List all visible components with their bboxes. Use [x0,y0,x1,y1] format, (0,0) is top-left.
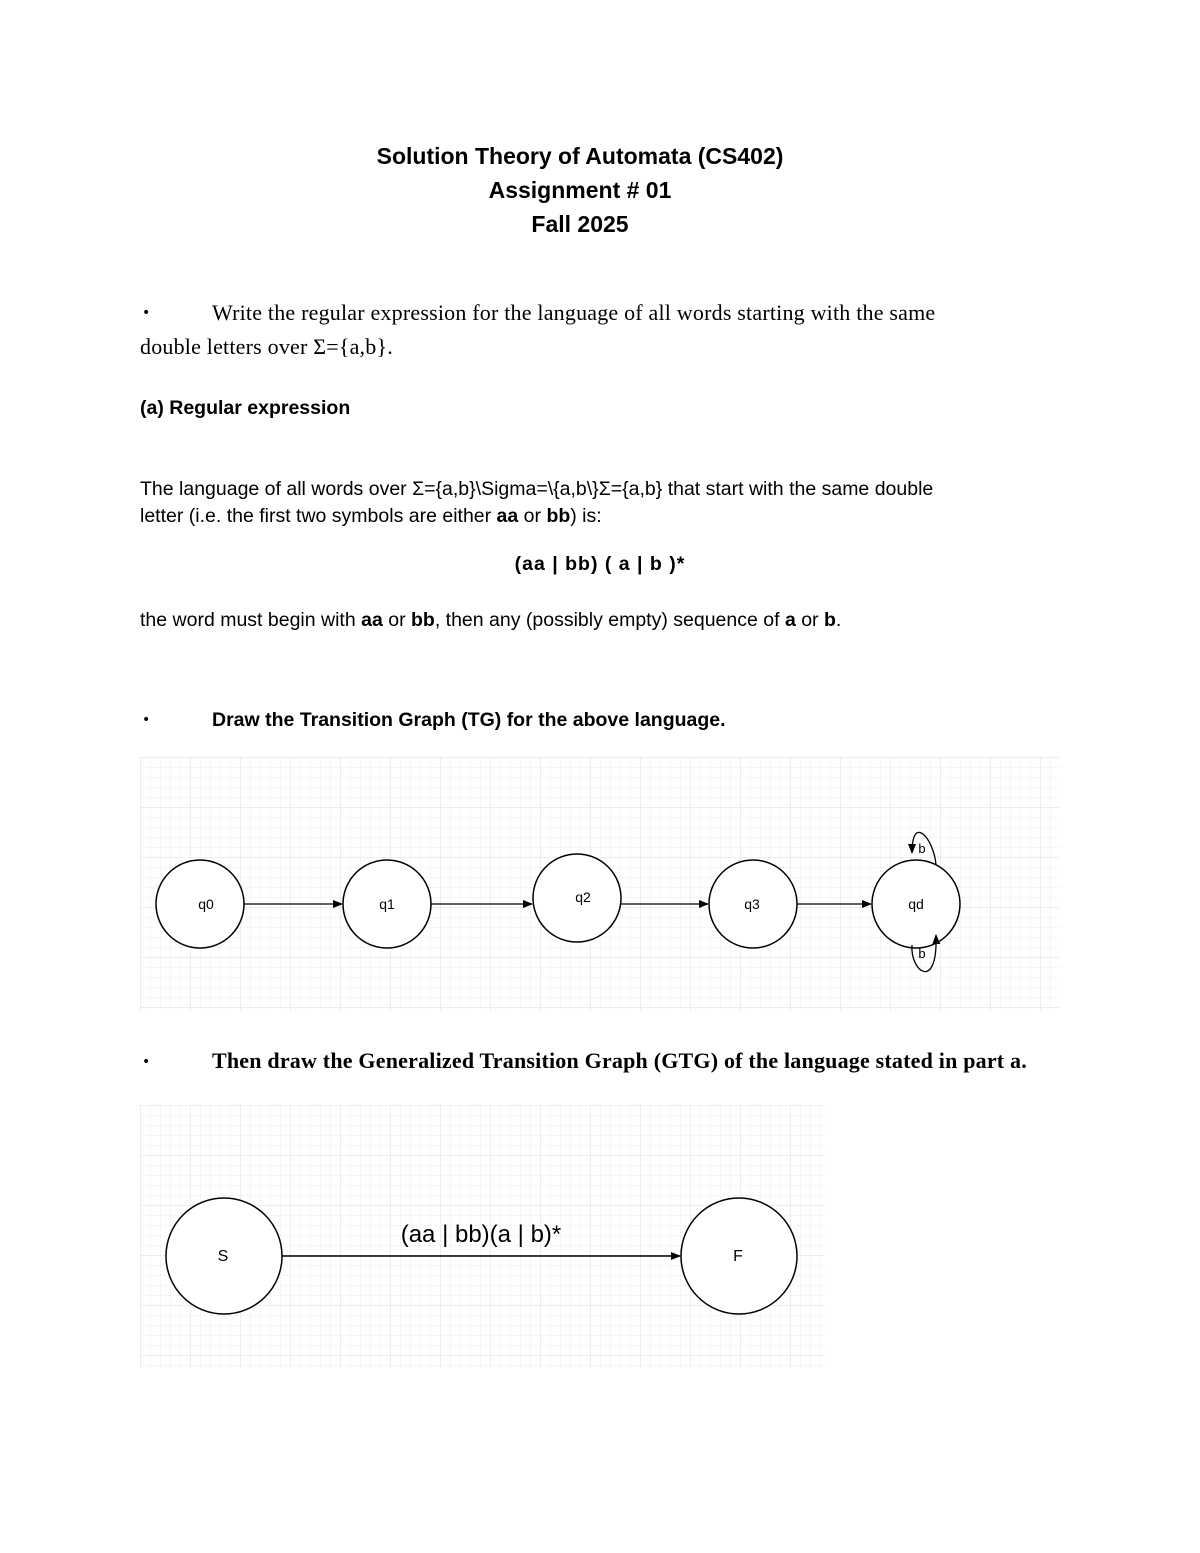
semester: Fall 2025 [531,211,629,237]
text-run-bold: aa [361,609,383,631]
text-run: or [518,505,547,527]
question1-line1: Write the regular expression for the language of all words starting with the same [212,300,936,325]
text-run-bold: b [823,609,836,631]
bullet: • [142,1054,151,1070]
document-title: Solution Theory of Automata (CS402) [376,143,784,169]
assignment-number: Assignment # 01 [488,177,672,203]
question3-text: Then draw the Generalized Transition Graph (GTG) of the language stated in part a. [212,1048,1027,1073]
part-a-explanation [140,609,841,632]
text-run: or [382,609,411,631]
text-run-bold: bb [546,505,571,527]
text-run: the word must begin with [140,609,362,631]
question1-line2: double letters over Σ={a,b}. [140,334,393,359]
part-a-paragraph-line1: The language of all words over Σ={a,b}\Sigma=\{a,b\}Σ={a,b} that start with the same double [140,478,934,500]
state-label: qd [908,896,924,912]
text-run: ) is: [570,505,602,527]
text-run: letter (i.e. the first two symbols are either [140,505,497,527]
text-run-bold: aa [496,505,519,527]
bullet: • [142,305,151,321]
state-label: q1 [379,896,395,912]
text-run: or [795,609,824,631]
tg-diagram [140,757,1060,1011]
gtg-diagram [140,1105,825,1368]
part-a-heading: (a) Regular expression [140,397,351,419]
bullet: • [142,712,151,728]
part-a-paragraph-line2 [140,505,602,528]
state-label-start: S [217,1248,229,1265]
state-label: q2 [575,889,591,905]
question2-text: Draw the Transition Graph (TG) for the above language. [212,709,726,731]
text-run-bold: a [784,609,796,631]
regular-expression: (aa | bb) ( a | b )* [514,553,686,575]
state-label-final: F [733,1248,743,1265]
state-label: q0 [198,896,214,912]
state-label: q3 [744,896,760,912]
text-run: , then any (possibly empty) sequence of [434,609,785,631]
text-run-bold: bb [411,609,435,631]
loop-label-top: b [918,841,926,856]
edge-label: (aa | bb)(a | b)* [400,1221,562,1248]
loop-label-bottom: b [918,946,926,961]
text-run: . [835,609,842,631]
